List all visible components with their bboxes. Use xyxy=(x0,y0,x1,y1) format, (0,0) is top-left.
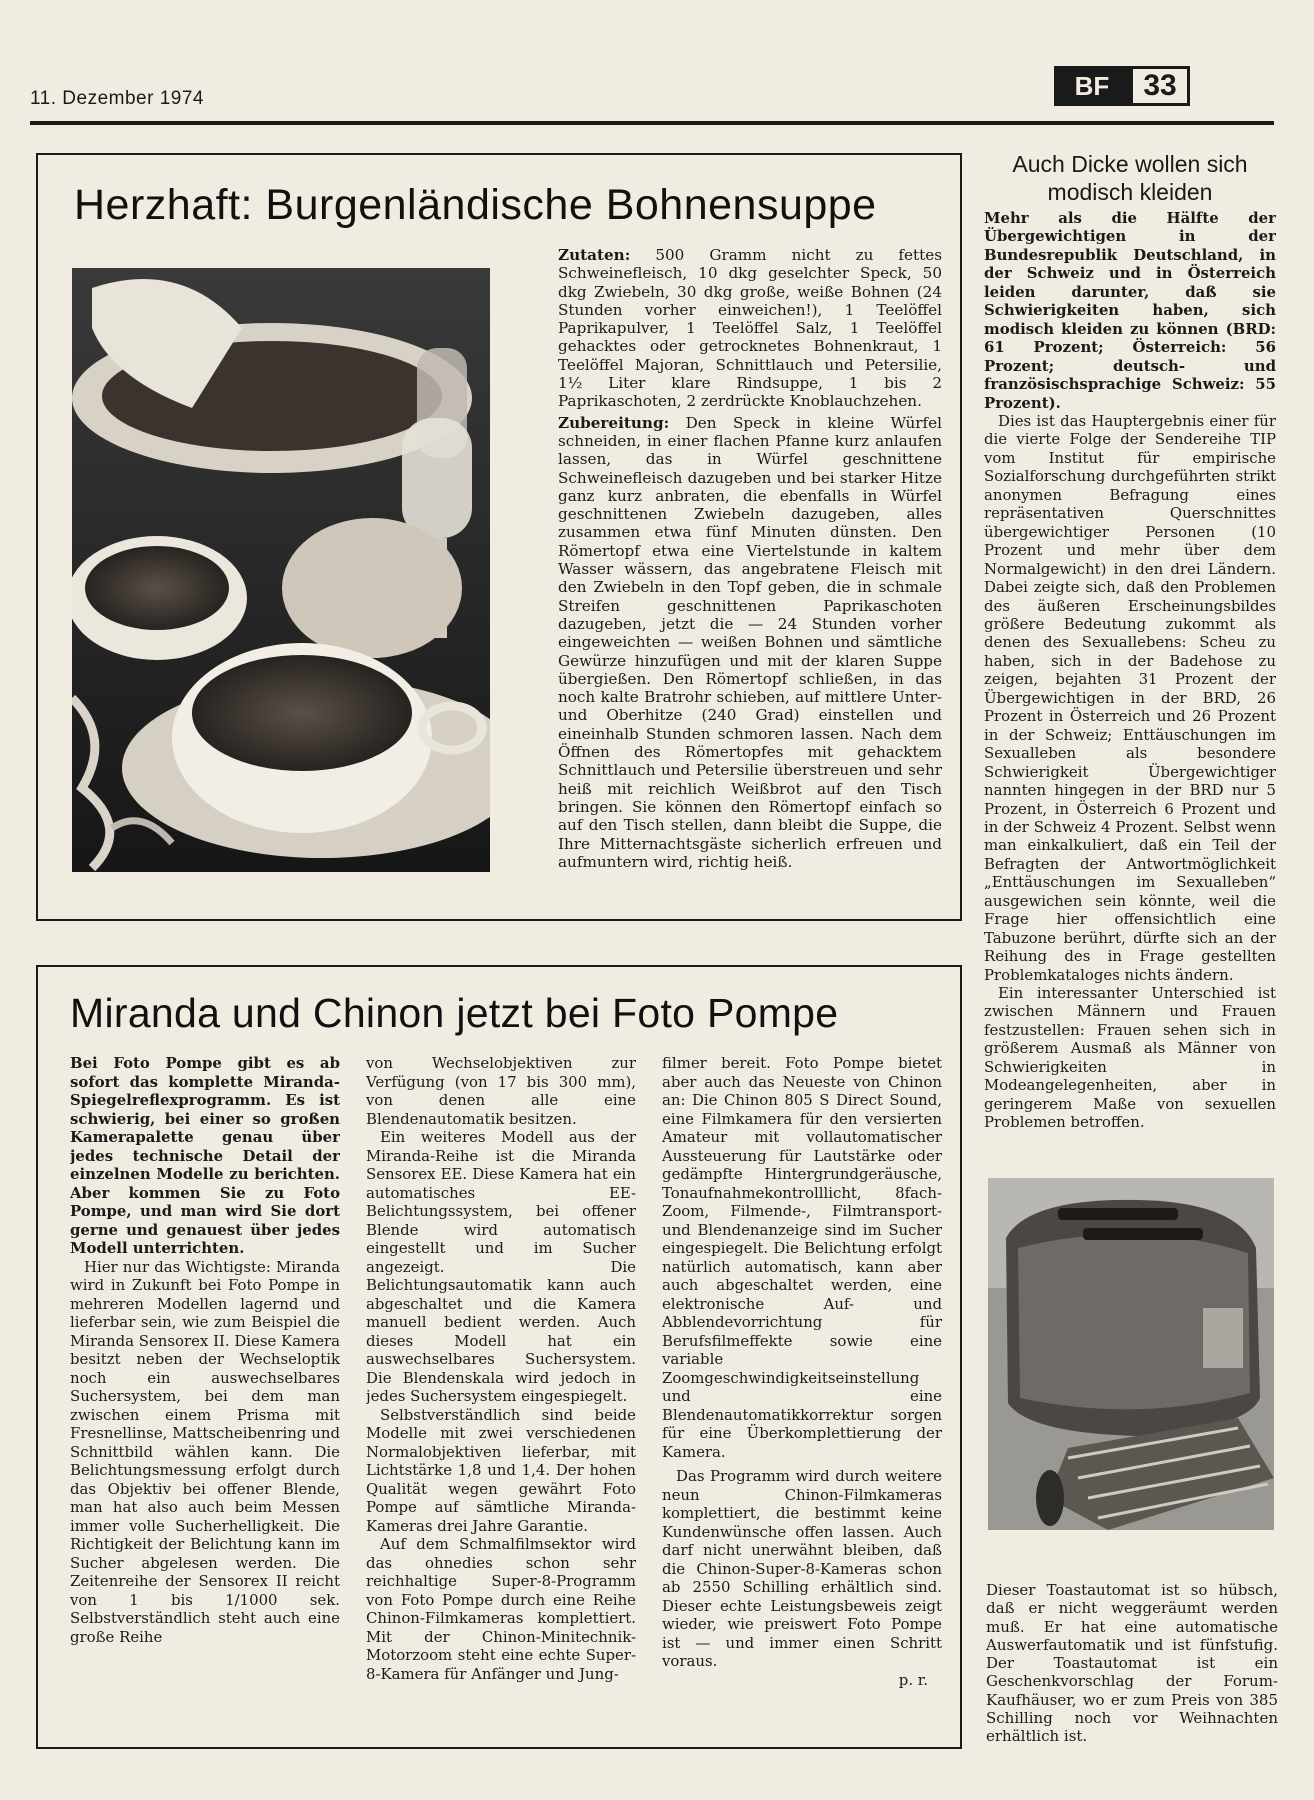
foto-col3-para-2: Das Programm wird durch weitere neun Chinon-Filmkameras komplettiert, die bestimmt keine Kundenwünsche offen lassen. Auch darf nicht unerwähnt bleiben, daß die Chinon-Super-8-Kameras schon ab 2550 Schilling erhältlich sind. Dieser echte Leistungsbeweis zeigt wieder, wie preiswert Foto Pompe ist — und immer einen Schritt voraus. xyxy=(662,1467,942,1670)
preparation-text: Den Speck in kleine Würfel schneiden, in einer flachen Pfanne kurz anlaufen lassen, das in Würfel geschnittene Schweinefleisch dazugeben und bei starker Hitze ganz kurz anbraten, die ebenfalls in Würfel geschnittenen Zwiebeln dazugeben, alles zusammen etwa fünf Minuten dünsten. Den Römertopf etwa eine Viertelstunde in kaltem Wasser wässern, das angebratene Fleisch mit den Zwiebeln in den Topf geben, die in schmale Streifen geschnittenen Paprikaschoten dazugeben, jetzt die — 24 Stunden vorher eingeweichten — weißen Bohnen und sämtliche Gewürze hinzufügen und mit der klaren Suppe übergießen. Den Römertopf schließen, in das noch kalte Bratrohr schieben, auf mittlere Unter- und Oberhitze (240 Grad) einstellen und eineinhalb Stunden schmoren lassen. Nach dem Öffnen des Römertopfes mit gehacktem Schnittlauch und Petersilie überstreuen und sehr heiß mit reichlich Weißbrot auf den Tisch bringen. Sie können den Römertopf einfach so auf den Tisch stellen, dann bleibt die Suppe, die Ihre Mitternachtsgäste sicherlich erfreuen und aufmuntern wird, richtig heiß. xyxy=(558,413,942,871)
ingredients-text: 500 Gramm nicht zu fettes Schweinefleisch, 10 dkg geselchter Speck, 50 dkg Zwiebeln, 30 dkg große, weiße Bohnen (24 Stunden vorher einweichen!), 1 Teelöffel Paprikapulver, 1 Teelöffel Salz, 1 Teelöffel gehacktes oder getrocknetes Bohnenkraut, 1 Teelöffel Majoran, Schnittlauch und Petersilie, 1½ Liter klare Rindsuppe, 1 bis 2 Paprikaschoten, 2 zerdrückte Knoblauchzehen. xyxy=(558,246,942,411)
foto-col2-para-3: Selbstverständlich sind beide Modelle mit zwei verschiedenen Normalobjektiven lieferbar, mit Lichtstärke 1,8 und 1,4. Der hohen Qualität wegen gewährt Foto Pompe auf sämtliche Miranda-Kameras drei Jahre Garantie. xyxy=(366,1405,636,1535)
issue-date: 11. Dezember 1974 xyxy=(30,88,204,109)
dicke-headline: Auch Dicke wollen sich modisch kleiden xyxy=(1012,151,1248,205)
section-badge xyxy=(1054,66,1190,106)
foto-headline: Miranda und Chinon jetzt bei Foto Pompe xyxy=(70,990,839,1036)
section-label: BF xyxy=(1054,66,1130,106)
foto-lead: Bei Foto Pompe gibt es ab sofort das komplette Miranda-Spiegelreflexprogramm. Es ist schwierig, bei einer so großen Kamerapalette genau über jedes technische Detail der einzelnen Modelle zu berichten. Aber kommen Sie zu Foto Pompe, und man wird Sie dort gerne und genauest über jedes Modell unterrichten. xyxy=(70,1054,340,1257)
foto-signature: p. r. xyxy=(898,1670,928,1689)
toaster-photo xyxy=(988,1178,1274,1530)
dicke-text xyxy=(984,209,1276,1159)
header-rule xyxy=(30,121,1274,125)
foto-col1-para: Hier nur das Wichtigste: Miranda wird in Zukunft bei Foto Pompe in mehreren Modellen lagernd und lieferbar sein, wie zum Beispiel die Miranda Sensorex II. Diese Kamera besitzt neben der Wechseloptik noch ein auswechselbares Suchersystem, bei dem man zwischen einem Prisma mit Fresnellinse, Mattscheibenring und Schnittbild wählen kann. Die Belichtungsmessung erfolgt durch das Objektiv bei offener Blende, man hat also auch beim Messen immer volle Sucherhelligkeit. Die Richtigkeit der Belichtung kann im Sucher abgelesen werden. Die Zeitenreihe der Sensorex II reicht von 1 bis 1/1000 sek. Selbstverständlich steht auch eine große Reihe xyxy=(70,1257,340,1646)
preparation-label: Zubereitung: xyxy=(558,413,670,432)
dicke-lead: Mehr als die Hälfte der Übergewichtigen in der Bundesrepublik Deutschland, in der Schweiz und in Österreich leiden darunter, daß sie Schwierigkeiten haben, sich modisch kleiden zu können (BRD: 61 Prozent; Österreich: 56 Prozent; deutsch- und französischsprachige Schweiz: 55 Prozent). xyxy=(984,209,1276,412)
soup-headline: Herzhaft: Burgenländische Bohnensuppe xyxy=(74,181,877,229)
foto-col2-para-1: von Wechselobjektiven zur Verfügung (von 17 bis 300 mm), von denen alle eine Blendenautomatik besitzen. xyxy=(366,1054,636,1128)
soup-recipe-text xyxy=(558,246,942,911)
page-number: 33 xyxy=(1130,66,1190,106)
ingredients-label: Zutaten: xyxy=(558,246,631,264)
dicke-para-1: Dies ist das Hauptergebnis einer für die vierte Folge der Sendereihe TIP vom Institut für empirische Sozialforschung durchgeführten strikt anonymen Befragung eines repräsentativen Querschnittes übergewichtiger Personen (10 Prozent und mehr über dem Normalgewicht) in den drei Ländern. Dabei zeigte sich, daß den Problemen des äußeren Erscheinungsbildes größere Bedeutung zukommt als denen des Sexuallebens: Scheu zu haben, sich in der Badehose zu zeigen, bejahten 31 Prozent der Übergewichtigen in der BRD, 26 Prozent in Österreich und 26 Prozent in der Schweiz; Enttäuschungen im Sexualleben als besondere Schwierigkeit Übergewichtiger nannten hingegen in der BRD nur 5 Prozent, in Österreich 6 Prozent und in der Schweiz 4 Prozent. Selbst wenn man einkalkuliert, daß ein Teil der Befragten der Antwortmöglichkeit „Enttäuschungen im Sexualleben“ ausgewichen sein könnte, weil die Frage hier offensichtlich eine Tabuzone berührt, dürfte sich an der Reihung des in Frage gestellten Problemkataloges nichts ändern. xyxy=(984,411,1276,984)
soup-photo xyxy=(72,268,490,872)
toaster-caption: Dieser Toastautomat ist so hübsch, daß er nicht weggeräumt werden muß. Er hat eine automatische Auswerfautomatik und ist fünfstufig. Der Toastautomat ist ein Geschenkvorschlag der Forum-Kaufhäuser, wo er zum Preis von 385 Schilling noch vor Weihnachten erhältlich ist. xyxy=(986,1581,1278,1746)
foto-column-2 xyxy=(366,1054,636,1724)
dicke-para-2: Ein interessanter Unterschied ist zwischen Männern und Frauen festzustellen: Frauen sehen sich in größerem Ausmaß als Männer von Schwierigkeiten in Modeangelegenheiten, aber in geringerem Maße von sexuellen Problemen betroffen. xyxy=(984,984,1276,1132)
foto-column-3 xyxy=(662,1054,942,1724)
foto-col2-para-4: Auf dem Schmalfilmsektor wird das ohnedies schon sehr reichhaltige Super-8-Programm von Foto Pompe durch eine Reihe Chinon-Filmkameras komplettiert. Mit der Chinon-Minitechnik-Motorzoom steht eine echte Super-8-Kamera für Anfänger und Jung- xyxy=(366,1535,636,1683)
foto-column-1 xyxy=(70,1054,340,1724)
foto-col3-para-1: filmer bereit. Foto Pompe bietet aber auch das Neueste von Chinon an: Die Chinon 805 S Direct Sound, eine Filmkamera für den versierten Amateur mit vollautomatischer Aussteuerung für Lautstärke oder gedämpfte Hintergrundgeräusche, Tonaufnahmekontrolllicht, 8fach-Zoom, Filmende-, Filmtransport- und Blendenanzeige sind im Sucher eingespiegelt. Die Belichtung erfolgt natürlich automatisch, kann aber auch abgeschaltet werden, eine elektronische Auf- und Abblendevorrichtung für Berufsfilmeffekte sowie eine variable Zoomgeschwindigkeitseinstellung und eine Blendenautomatikkorrektur sorgen für eine Überkomplettierung der Kamera. xyxy=(662,1054,942,1461)
foto-col2-para-2: Ein weiteres Modell aus der Miranda-Reihe ist die Miranda Sensorex EE. Diese Kamera hat ein automatisches EE-Belichtungssystem, bei offener Blende wird automatisch eingestellt und im Sucher angezeigt. Die Belichtungsautomatik kann auch abgeschaltet und die Kamera manuell bedient werden. Auch dieses Modell hat ein auswechselbares Suchersystem. Die Blendenskala wird jedoch in jedes Suchersystem eingespiegelt. xyxy=(366,1128,636,1405)
